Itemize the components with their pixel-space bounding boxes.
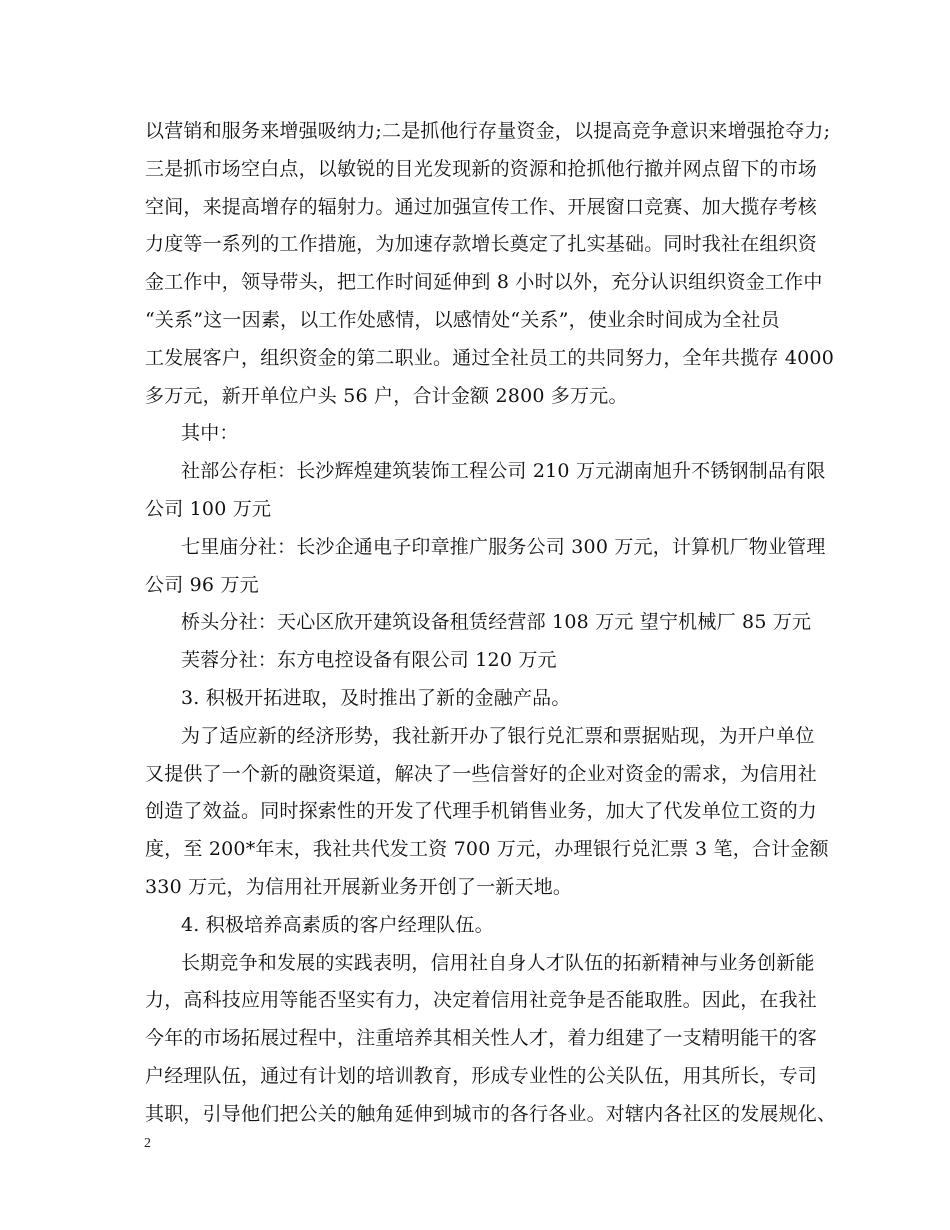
- text-line: 空间，来提高增存的辐射力。通过加强宣传工作、开展窗口竞赛、加大揽存考核: [145, 196, 818, 218]
- text-line: 其中：: [181, 422, 239, 444]
- text-line: 创造了效益。同时探索性的开发了代理手机销售业务，加大了代发单位工资的力: [145, 800, 818, 822]
- text-line: 多万元，新开单位户头 56 户，合计金额 2800 多万元。: [145, 385, 628, 407]
- text-line: 4. 积极培养高素质的客户经理队伍。: [181, 914, 494, 936]
- text-line: 以营销和服务来增强吸纳力;二是抓他行存量资金，以提高竞争意识来增强抢夺力;: [145, 120, 831, 142]
- text-line: 力度等一系列的工作措施，为加速存款增长奠定了扎实基础。同时我社在组织资: [145, 233, 818, 255]
- text-line: 为了适应新的经济形势，我社新开办了银行兑汇票和票据贴现，为开户单位: [181, 725, 815, 747]
- text-line: 长期竞争和发展的实践表明，信用社自身人才队伍的拓新精神与业务创新能: [181, 952, 815, 974]
- text-line: 社部公存柜：长沙辉煌建筑装饰工程公司 210 万元湖南旭升不锈钢制品有限: [181, 460, 826, 482]
- text-line: 度，至 200*年末，我社共代发工资 700 万元，办理银行兑汇票 3 笔，合计金额: [145, 838, 829, 860]
- text-line: 工发展客户，组织资金的第二职业。通过全社员工的共同努力，全年共揽存 4000: [145, 347, 834, 369]
- page-number: 2: [144, 1136, 151, 1151]
- text-line: 芙蓉分社：东方电控设备有限公司 120 万元: [181, 649, 557, 671]
- text-line: 其职，引导他们把公关的触角延伸到城市的各行各业。对辖内各社区的发展规化、: [145, 1103, 837, 1125]
- text-line: 桥头分社：天心区欣开建筑设备租赁经营部 108 万元 望宁机械厂 85 万元: [181, 611, 812, 633]
- text-line: 七里庙分社：长沙企通电子印章推广服务公司 300 万元，计算机厂物业管理: [181, 536, 826, 558]
- text-line: 又提供了一个新的融资渠道，解决了一些信誉好的企业对资金的需求，为信用社: [145, 763, 818, 785]
- text-line: 今年的市场拓展过程中，注重培养其相关性人才，着力组建了一支精明能干的客: [145, 1027, 818, 1049]
- text-line: 三是抓市场空白点，以敏锐的目光发现新的资源和抢抓他行撤并网点留下的市场: [145, 158, 818, 180]
- text-line: 公司 96 万元: [145, 574, 259, 596]
- text-line: 金工作中，领导带头，把工作时间延伸到 8 小时以外，充分认识组织资金工作中: [145, 271, 823, 293]
- text-line: 330 万元，为信用社开展新业务开创了一新天地。: [145, 876, 573, 898]
- text-line: 公司 100 万元: [145, 498, 272, 520]
- text-line: 户经理队伍，通过有计划的培训教育，形成专业性的公关队伍，用其所长，专司: [145, 1065, 818, 1087]
- text-line: 力，高科技应用等能否坚实有力，决定着信用社竞争是否能取胜。因此，在我社: [145, 989, 818, 1011]
- text-line: “关系”这一因素，以工作处感情，以感情处“关系”，使业余时间成为全社员: [145, 309, 780, 331]
- text-line: 3. 积极开拓进取，及时推出了新的金融产品。: [181, 687, 571, 709]
